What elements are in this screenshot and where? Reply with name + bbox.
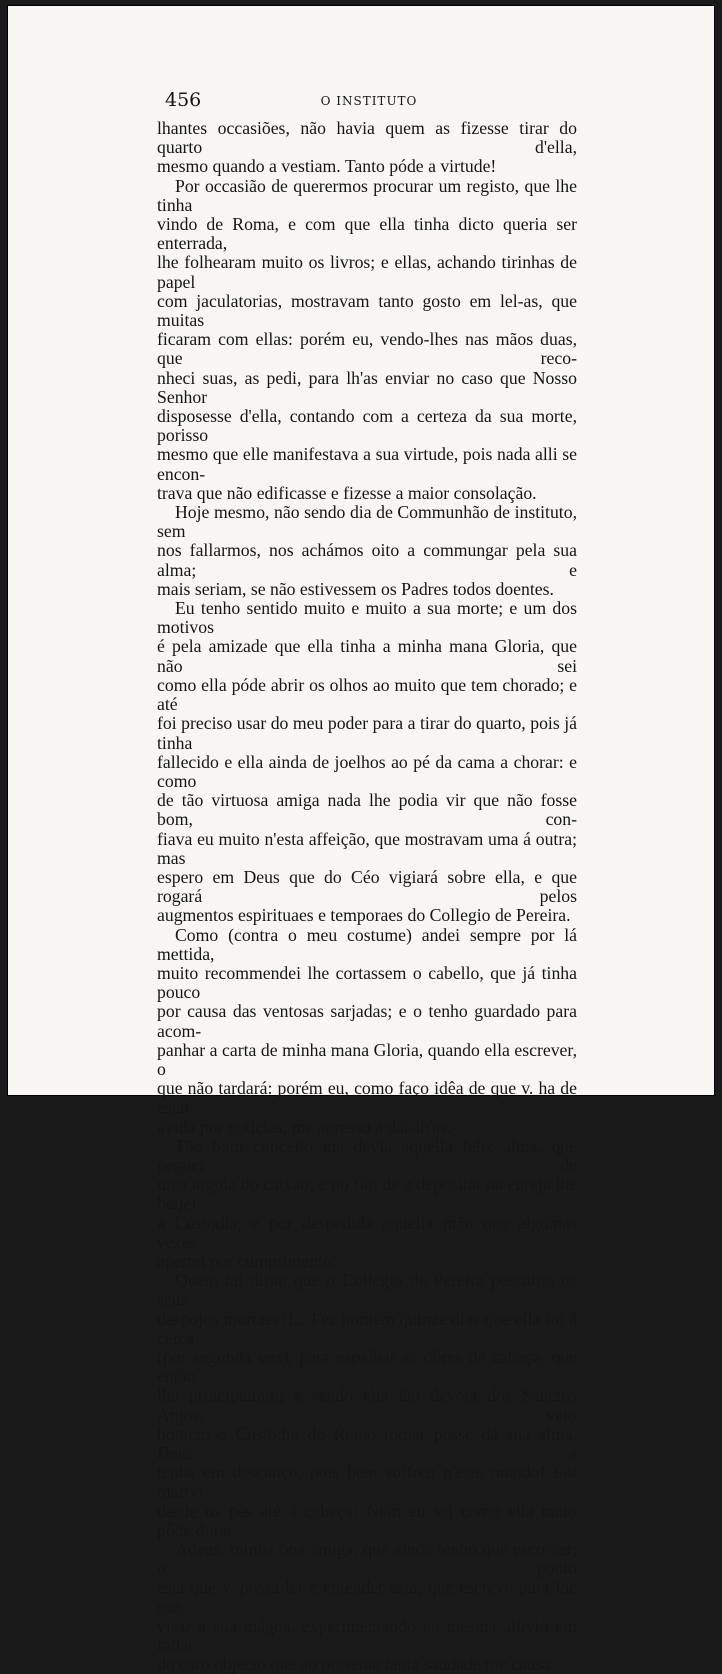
text-line: vindo de Roma, e com que ella tinha dicto queria ser enterrada,	[157, 214, 577, 254]
text-line: muito recommendei lhe cortassem o cabello, que já tinha pouco	[157, 962, 577, 1003]
text-line: ficaram com ellas: porém eu, vendo-lhes nas mãos duas, que reco-	[157, 329, 577, 369]
text-line: está que v. possa ler e entender esta, que escrevo para lhe sua-	[157, 1577, 577, 1617]
text-line: do caro objecto que ao presente tanta saudade me causa.	[157, 1654, 555, 1674]
text-line: despojos mortaes?!... Fez hontem quinze dias que ella foi á cerca	[157, 1308, 577, 1348]
text-line: apertei por cumprimento!	[157, 1250, 338, 1271]
text-line: Adeus, minha boa amiga, que ainda tenho que escrever; o ponto	[157, 1539, 577, 1579]
text-line: tenha em descanço, pois bem soffreu n'este mundo! Foi martyr	[157, 1462, 577, 1502]
text-line: por causa das ventosas sarjadas; e o tenho guardado para acom-	[157, 1001, 577, 1041]
text-line: Quem tal diria: que o Collegio de Pereira possuiria os seus	[157, 1270, 577, 1310]
text-line: lhantes occasiões, não havia quem as fizesse tirar do quarto d'ella,	[157, 118, 577, 158]
text-line: panhar a carta de minha mana Gloria, quando ella escrever, o	[157, 1039, 577, 1079]
text-line: nos fallarmos, nos achámos oito a commungar pela sua alma; e	[157, 540, 577, 580]
text-line: Como (contra o meu costume) andei sempre por lá mettida,	[157, 924, 577, 964]
text-line: como ella póde abrir os olhos ao muito que tem chorado; e até	[157, 674, 577, 715]
text-line: mesmo que elle manifestava a sua virtude, pois nada alli se encon-	[157, 444, 577, 484]
text-line: lhe folhearam muito os livros; e ellas, achando tirinhas de papel	[157, 252, 577, 292]
page-header	[165, 89, 573, 115]
text-line: espero em Deus que do Céo vigiará sobre ella, e que rogará pelos	[157, 866, 577, 907]
text-line: hontem o Custodio do Reino tomar posse da sua alma. Deus a	[157, 1423, 577, 1464]
text-line: disposesse d'ella, contando com a certeza da sua morte, porisso	[157, 406, 577, 446]
text-line: mesmo quando a vestiam. Tanto póde a virtude!	[157, 156, 497, 177]
text-line: de tão virtuosa amiga nada lhe podia vir que não fosse bom, con-	[157, 790, 577, 830]
text-line: Tão bom conceito me devia aquella feliz alma, que peguei de	[157, 1135, 577, 1175]
body-text	[157, 119, 577, 1674]
text-line: desde os pés até á cabeça! Nem eu sei como ella tanto pôde durar.	[157, 1500, 577, 1540]
text-line: nheci suas, as pedi, para lh'as enviar no caso que Nosso Senhor	[157, 367, 577, 407]
running-title: O INSTITUTO	[320, 94, 418, 108]
text-line: augmentos espirituaes e temporaes do Collegio de Pereira.	[157, 905, 571, 926]
text-line: foi preciso usar do meu poder para a tirar do quarto, pois já tinha	[157, 713, 577, 753]
text-line: visar a sua mágoa, experimentando eu mesma allivio em fallar	[157, 1615, 577, 1656]
text-line: fiava eu muito n'esta affeição, que mostravam uma á outra; mas	[157, 828, 577, 868]
text-line: trava que não edificasse e fizesse a maior consolação.	[157, 482, 537, 503]
text-line: avida por noticias, me apresso a dar-lh'as.	[157, 1116, 452, 1137]
text-line: lhe principiaram; e sendo ella tão devota dos Sanctos Anjos, veio	[157, 1385, 577, 1425]
text-line: Por occasião de querermos procurar um registo, que lhe tinha	[157, 175, 577, 215]
text-line: (por segunda vez), para espalhar as dôres de cabeça, que então	[157, 1347, 577, 1387]
text-line: uma argola do caixão, e no fim de a depositar na egreja lhe beijei	[157, 1174, 577, 1214]
text-line: é pela amizade que ella tinha a minha mana Gloria, que não sei	[157, 636, 577, 676]
text-line: fallecido e ella ainda de joelhos ao pé da cama a chorar: e como	[157, 751, 577, 791]
text-line: a Custodia, e por despedida aquella mão que algumas vezes	[157, 1212, 577, 1252]
text-line: que não tardará: porém eu, como faço idêa de que v. ha de estar	[157, 1078, 577, 1118]
text-line: mais seriam, se não estivessem os Padres todos doentes.	[157, 578, 554, 599]
text-line: Hoje mesmo, não sendo dia de Communhão de instituto, sem	[157, 502, 577, 542]
text-line: Eu tenho sentido muito e muito a sua morte; e um dos motivos	[157, 598, 577, 638]
page-number: 456	[165, 89, 202, 111]
text-line: com jaculatorias, mostravam tanto gosto em lel-as, que muitas	[157, 290, 577, 331]
